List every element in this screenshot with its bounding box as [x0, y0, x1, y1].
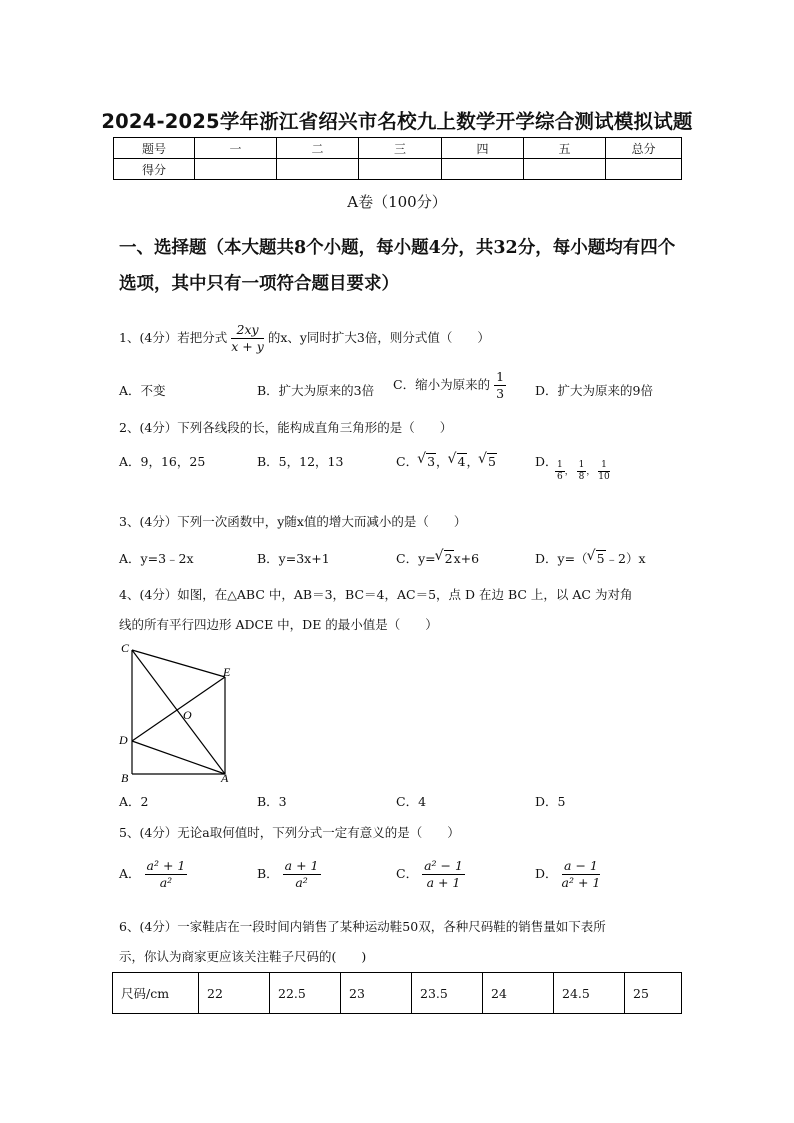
q5-option-d [535, 858, 600, 891]
q2-d-num-2: 1 [578, 460, 585, 470]
shoe-size-cell: 24.5 [554, 973, 625, 1014]
q1-option-c-fraction [494, 369, 506, 402]
q5-option-d-fraction [562, 858, 601, 891]
q3-option-d-sqrt: √ 5 [596, 550, 606, 566]
q5-option-c-fraction [422, 858, 465, 891]
q2-option-d-label: D． [535, 454, 558, 469]
q3-option-d-pre: D．y=（ [535, 551, 588, 566]
q2-d-den-2: 8 [578, 472, 585, 482]
q2-option-c-label: C． [396, 454, 419, 469]
q4-option-b: B．3 [257, 794, 287, 809]
shoe-size-cell: 24 [483, 973, 554, 1014]
q1-option-c-numerator: 1 [496, 369, 505, 384]
shoe-size-cell: 23 [341, 973, 412, 1014]
q1-prefix: 1、(4分）若把分式 [119, 330, 228, 345]
score-cell [524, 159, 606, 180]
q5-option-b-fraction [283, 858, 321, 891]
question-1 [119, 322, 490, 355]
q1-option-a: A．不变 [119, 383, 166, 398]
q3-option-c [396, 549, 479, 567]
shoe-size-cell: 22.5 [270, 973, 341, 1014]
score-table-score-row [114, 159, 682, 180]
q5-c-num: a² − 1 [424, 858, 463, 873]
q3-option-a: A．y=3﹣2x [119, 551, 194, 566]
q5-option-a [119, 858, 187, 891]
q2-option-d-fractions: $\frac{1}{6}$ ， $\frac{1}{8}$ ， $\frac{1}{10}$ [557, 460, 610, 482]
q3-option-d-post: ﹣2）x [605, 551, 646, 566]
segment-de [132, 677, 225, 741]
q5-b-num: a + 1 [284, 858, 319, 873]
score-row-label: 得分 [114, 159, 195, 180]
segment-ce [132, 650, 225, 677]
q2-d-fraction-1 [555, 460, 565, 483]
q5-option-b-label: B． [257, 866, 279, 881]
q1-option-d: D．扩大为原来的9倍 [535, 383, 653, 398]
q2-d-num-3: 1 [598, 460, 609, 472]
q3-option-c-sqrt: √ 2 [444, 550, 454, 566]
question-4-line-1: 4、(4分）如图，在△ABC 中，AB＝3，BC＝4，AC＝5，点 D 在边 BC 上，以 AC 为对角 [119, 587, 633, 602]
q5-option-a-fraction [145, 858, 188, 891]
q4-option-c: C．4 [396, 794, 427, 809]
point-a-label: A [221, 771, 229, 785]
q3-option-c-post: x+6 [453, 551, 480, 566]
score-header-cell: 一 [195, 138, 277, 159]
q2-option-c: C．√ 3，√ 4，√ 5 [396, 452, 497, 470]
q1-option-c [393, 369, 506, 402]
point-e-label: E [223, 665, 231, 679]
q1-option-b: B．扩大为原来的3倍 [257, 383, 375, 398]
score-cell [195, 159, 277, 180]
q2-sqrt-3: √ 5 [487, 453, 497, 469]
q2-option-a: A．9，16，25 [119, 454, 206, 469]
section-1-heading: 一、选择题（本大题共8个小题，每小题4分，共32分，每小题均有四个选项，其中只有一项符合题目要求） [119, 238, 676, 294]
q5-option-c-label: C． [396, 866, 419, 881]
q2-sqrt-1: √ 3 [426, 453, 436, 469]
q5-d-num: a − 1 [562, 858, 601, 875]
score-header-cell: 题号 [114, 138, 195, 159]
shoe-size-cell: 25 [625, 973, 682, 1014]
q3-option-d [535, 549, 646, 567]
q1-fraction [231, 322, 264, 355]
score-cell [606, 159, 682, 180]
segment-da [132, 741, 225, 774]
section-a-heading: A卷（100分） [347, 193, 447, 211]
q4-figure [115, 638, 245, 788]
question-6-line-1: 6、(4分）一家鞋店在一段时间内销售了某种运动鞋50双，各种尺码鞋的销售量如下表所 [119, 919, 606, 934]
score-table [113, 137, 682, 180]
segment-ca [132, 650, 225, 774]
q5-b-den: a² [295, 875, 308, 890]
shoe-size-cell: 22 [199, 973, 270, 1014]
q2-d-num-1: 1 [557, 460, 563, 470]
q2-d-fraction-3 [598, 460, 609, 483]
q5-c-den: a + 1 [426, 875, 461, 890]
point-d-label: D [119, 733, 128, 747]
score-header-cell: 四 [442, 138, 524, 159]
question-3: 3、(4分）下列一次函数中，y随x值的增大而减小的是（ ） [119, 514, 467, 529]
shoe-size-row [113, 973, 682, 1014]
shoe-size-table [112, 972, 682, 1014]
q2-sqrt-2: √ 4 [457, 453, 467, 469]
q3-option-c-pre: C．y= [396, 551, 436, 566]
score-header-cell: 二 [277, 138, 359, 159]
question-5: 5、(4分）无论a取何值时，下列分式一定有意义的是（ ） [119, 825, 460, 840]
q1-option-c-label: C．缩小为原来的 [393, 377, 491, 392]
shoe-size-header-cell: 尺码/cm [113, 973, 199, 1014]
q1-option-c-denominator: 3 [496, 386, 505, 401]
point-o-label: O [183, 708, 192, 722]
q2-option-b: B．5，12，13 [257, 454, 344, 469]
q2-d-den-1: 6 [557, 472, 563, 482]
point-c-label: C [121, 641, 130, 655]
q4-option-d: D．5 [535, 794, 566, 809]
q1-suffix: 的x、y同时扩大3倍，则分式值（ ） [267, 330, 490, 345]
q1-fraction-numerator: 2xy [231, 322, 264, 339]
q4-option-a: A．2 [119, 794, 149, 809]
q5-option-c [396, 858, 465, 891]
score-cell [277, 159, 359, 180]
score-header-cell: 总分 [606, 138, 682, 159]
q5-option-b [257, 858, 321, 891]
q5-a-num: a² + 1 [146, 858, 186, 873]
q5-option-a-label: A． [119, 866, 141, 881]
question-2: 2、(4分）下列各线段的长，能构成直角三角形的是（ ） [119, 420, 453, 435]
page-title: 2024-2025学年浙江省绍兴市名校九上数学开学综合测试模拟试题 [101, 110, 693, 133]
shoe-size-cell: 23.5 [412, 973, 483, 1014]
score-header-cell: 三 [359, 138, 442, 159]
question-6-line-2: 示，你认为商家更应该关注鞋子尺码的( ) [119, 949, 367, 964]
q5-d-den: a² + 1 [561, 875, 601, 890]
q2-d-fraction-2 [577, 460, 587, 483]
question-4-line-2: 线的所有平行四边形 ADCE 中，DE 的最小值是（ ） [119, 617, 438, 632]
q1-fraction-denominator: x + y [231, 339, 264, 354]
score-cell [442, 159, 524, 180]
score-header-cell: 五 [524, 138, 606, 159]
q5-option-d-label: D． [535, 866, 558, 881]
point-b-label: B [121, 771, 129, 785]
score-table-header-row [114, 138, 682, 159]
q3-option-b: B．y=3x+1 [257, 551, 330, 566]
score-cell [359, 159, 442, 180]
q2-d-den-3: 10 [598, 472, 610, 482]
q5-a-den: a² [159, 875, 173, 890]
